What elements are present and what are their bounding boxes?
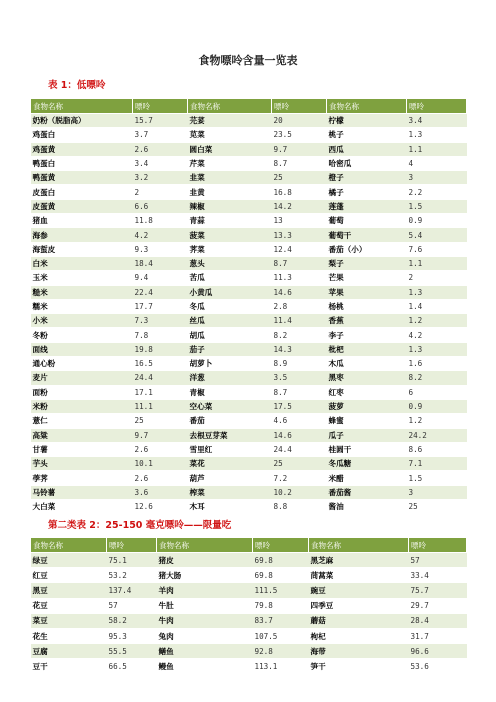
purine-value-cell: 9.3	[133, 242, 188, 256]
food-name-cell: 葡萄干	[327, 228, 407, 242]
purine-value-cell: 2.6	[133, 142, 188, 156]
purine-value-cell: 8.2	[272, 328, 327, 342]
table-row	[31, 271, 467, 285]
purine-value-cell: 1.2	[407, 314, 467, 328]
food-name-cell: 苹果	[327, 285, 407, 299]
food-name-cell: 葫芦	[188, 471, 272, 485]
food-name-cell: 薏仁	[31, 414, 133, 428]
purine-value-cell: 1.2	[407, 414, 467, 428]
table-row	[31, 457, 467, 471]
food-name-cell: 菠菜	[188, 228, 272, 242]
purine-value-cell: 7.8	[133, 328, 188, 342]
purine-value-cell: 107.5	[253, 628, 309, 643]
food-name-cell: 糯米	[31, 299, 133, 313]
food-name-cell: 豌豆	[309, 583, 409, 598]
food-name-cell: 皮蛋白	[31, 185, 133, 199]
food-name-cell: 番茄（小）	[327, 242, 407, 256]
purine-value-cell: 5.4	[407, 228, 467, 242]
table-row	[31, 442, 467, 456]
purine-value-cell: 1.3	[407, 342, 467, 356]
food-name-cell: 玉米	[31, 271, 133, 285]
purine-value-cell: 24.4	[133, 371, 188, 385]
purine-value-cell: 3.5	[272, 371, 327, 385]
purine-value-cell: 57	[409, 553, 467, 568]
purine-value-cell: 25	[272, 457, 327, 471]
purine-value-cell: 23.5	[272, 128, 327, 142]
purine-value-cell: 2.6	[133, 442, 188, 456]
food-name-cell: 牛肚	[157, 598, 253, 613]
purine-value-cell: 17.1	[133, 385, 188, 399]
purine-value-cell: 8.2	[407, 371, 467, 385]
food-name-cell: 枇杷	[327, 342, 407, 356]
food-name-cell: 鸭蛋白	[31, 156, 133, 170]
table-row	[31, 644, 467, 659]
food-name-cell: 番茄	[188, 414, 272, 428]
food-name-cell: 芋头	[31, 457, 133, 471]
food-name-cell: 海带	[309, 644, 409, 659]
purine-value-cell: 1.5	[407, 471, 467, 485]
food-name-cell: 菜豆	[31, 613, 107, 628]
food-name-cell: 花豆	[31, 598, 107, 613]
food-name-cell: 鳝鱼	[157, 644, 253, 659]
food-name-cell: 丝瓜	[188, 314, 272, 328]
table-row	[31, 568, 467, 583]
food-name-cell: 西瓜	[327, 142, 407, 156]
purine-value-cell: 2	[407, 271, 467, 285]
table-row	[31, 659, 467, 674]
food-name-cell: 黑芝麻	[309, 553, 409, 568]
section-1-title: 表 1：低嘌呤	[48, 80, 106, 91]
food-name-cell: 芒果	[327, 271, 407, 285]
table-header-row	[31, 99, 467, 114]
purine-value-cell: 53.6	[409, 659, 467, 674]
purine-value-cell: 7.6	[407, 242, 467, 256]
table-row	[31, 299, 467, 313]
food-name-cell: 瓜子	[327, 428, 407, 442]
food-name-cell: 通心粉	[31, 357, 133, 371]
column-header-purine: 嘌呤	[272, 99, 327, 114]
purine-value-cell: 1.3	[407, 128, 467, 142]
table-row	[31, 228, 467, 242]
food-name-cell: 奶粉（脱脂高）	[31, 114, 133, 128]
purine-value-cell: 12.6	[133, 500, 188, 514]
purine-value-cell: 2	[133, 185, 188, 199]
food-name-cell: 小黄瓜	[188, 285, 272, 299]
food-name-cell: 橘子	[327, 185, 407, 199]
purine-value-cell: 25	[407, 500, 467, 514]
purine-value-cell: 113.1	[253, 659, 309, 674]
food-name-cell: 小米	[31, 314, 133, 328]
purine-value-cell: 3.2	[133, 171, 188, 185]
food-name-cell: 木瓜	[327, 357, 407, 371]
purine-value-cell: 24.4	[272, 442, 327, 456]
food-name-cell: 黑枣	[327, 371, 407, 385]
food-name-cell: 红枣	[327, 385, 407, 399]
food-name-cell: 荠菜	[188, 242, 272, 256]
food-name-cell: 绿豆	[31, 553, 107, 568]
purine-value-cell: 33.4	[409, 568, 467, 583]
purine-value-cell: 137.4	[107, 583, 157, 598]
purine-value-cell: 16.5	[133, 357, 188, 371]
food-name-cell: 梨子	[327, 256, 407, 270]
purine-value-cell: 8.8	[272, 500, 327, 514]
column-header-food-name: 食物名称	[188, 99, 272, 114]
table-row	[31, 428, 467, 442]
purine-value-cell: 25	[272, 171, 327, 185]
purine-value-cell: 58.2	[107, 613, 157, 628]
food-name-cell: 莲蓬	[327, 199, 407, 213]
table-row	[31, 256, 467, 270]
purine-value-cell: 18.4	[133, 256, 188, 270]
column-header-purine: 嘌呤	[107, 538, 157, 553]
table-row	[31, 171, 467, 185]
purine-value-cell: 17.5	[272, 399, 327, 413]
food-name-cell: 猪血	[31, 214, 133, 228]
purine-value-cell: 95.3	[107, 628, 157, 643]
table-row	[31, 142, 467, 156]
food-name-cell: 苦瓜	[188, 271, 272, 285]
purine-value-cell: 7.1	[407, 457, 467, 471]
purine-value-cell: 2.2	[407, 185, 467, 199]
purine-value-cell: 1.6	[407, 357, 467, 371]
purine-value-cell: 10.1	[133, 457, 188, 471]
food-name-cell: 芹菜	[188, 156, 272, 170]
purine-value-cell: 92.8	[253, 644, 309, 659]
table-row	[31, 328, 467, 342]
purine-value-cell: 16.8	[272, 185, 327, 199]
food-name-cell: 芫荽	[188, 114, 272, 128]
food-name-cell: 鸡蛋黄	[31, 142, 133, 156]
food-name-cell: 香蕉	[327, 314, 407, 328]
purine-value-cell: 24.2	[407, 428, 467, 442]
purine-value-cell: 14.3	[272, 342, 327, 356]
food-name-cell: 面线	[31, 342, 133, 356]
food-name-cell: 冬瓜	[188, 299, 272, 313]
purine-value-cell: 2.8	[272, 299, 327, 313]
food-name-cell: 蜂蜜	[327, 414, 407, 428]
food-name-cell: 胡萝卜	[188, 357, 272, 371]
purine-value-cell: 14.2	[272, 199, 327, 213]
food-name-cell: 猪皮	[157, 553, 253, 568]
purine-value-cell: 69.8	[253, 568, 309, 583]
food-name-cell: 甘薯	[31, 442, 133, 456]
purine-value-cell: 12.4	[272, 242, 327, 256]
table-row	[31, 357, 467, 371]
food-name-cell: 辣椒	[188, 199, 272, 213]
table-row	[31, 371, 467, 385]
food-name-cell: 羊肉	[157, 583, 253, 598]
table-row	[31, 314, 467, 328]
purine-value-cell: 3.7	[133, 128, 188, 142]
table-row	[31, 500, 467, 514]
purine-value-cell: 53.2	[107, 568, 157, 583]
purine-value-cell: 20	[272, 114, 327, 128]
purine-value-cell: 17.7	[133, 299, 188, 313]
purine-value-cell: 10.2	[272, 485, 327, 499]
food-name-cell: 皮蛋黄	[31, 199, 133, 213]
food-name-cell: 青椒	[188, 385, 272, 399]
food-name-cell: 海参	[31, 228, 133, 242]
purine-value-cell: 11.4	[272, 314, 327, 328]
table-row	[31, 598, 467, 613]
purine-value-cell: 75.1	[107, 553, 157, 568]
table-row	[31, 399, 467, 413]
food-name-cell: 杨桃	[327, 299, 407, 313]
food-name-cell: 李子	[327, 328, 407, 342]
food-name-cell: 米醋	[327, 471, 407, 485]
purine-value-cell: 4.6	[272, 414, 327, 428]
table-row	[31, 485, 467, 499]
purine-value-cell: 0.9	[407, 214, 467, 228]
purine-value-cell: 14.6	[272, 285, 327, 299]
column-header-food-name: 食物名称	[157, 538, 253, 553]
purine-value-cell: 6.6	[133, 199, 188, 213]
food-name-cell: 韭菜	[188, 171, 272, 185]
food-name-cell: 橙子	[327, 171, 407, 185]
table-row	[31, 553, 467, 568]
purine-value-cell: 22.4	[133, 285, 188, 299]
purine-value-cell: 29.7	[409, 598, 467, 613]
food-name-cell: 豆腐	[31, 644, 107, 659]
purine-value-cell: 2.6	[133, 471, 188, 485]
food-name-cell: 空心菜	[188, 399, 272, 413]
food-name-cell: 荸荠	[31, 471, 133, 485]
purine-value-cell: 9.7	[133, 428, 188, 442]
food-name-cell: 雪里红	[188, 442, 272, 456]
purine-value-cell: 7.3	[133, 314, 188, 328]
purine-value-cell: 3	[407, 485, 467, 499]
food-name-cell: 鸭蛋黄	[31, 171, 133, 185]
food-name-cell: 酱油	[327, 500, 407, 514]
food-name-cell: 青蒜	[188, 214, 272, 228]
purine-value-cell: 1.1	[407, 256, 467, 270]
purine-value-cell: 8.9	[272, 357, 327, 371]
purine-value-cell: 8.6	[407, 442, 467, 456]
food-name-cell: 茄子	[188, 342, 272, 356]
food-name-cell: 蘑菇	[309, 613, 409, 628]
purine-value-cell: 75.7	[409, 583, 467, 598]
food-name-cell: 米粉	[31, 399, 133, 413]
column-header-food-name: 食物名称	[327, 99, 407, 114]
food-name-cell: 茼蒿菜	[309, 568, 409, 583]
column-header-food-name: 食物名称	[309, 538, 409, 553]
purine-value-cell: 9.7	[272, 142, 327, 156]
food-name-cell: 白米	[31, 256, 133, 270]
purine-value-cell: 66.5	[107, 659, 157, 674]
food-name-cell: 海蜇皮	[31, 242, 133, 256]
table-row	[31, 285, 467, 299]
food-name-cell: 鳗鱼	[157, 659, 253, 674]
purine-value-cell: 96.6	[409, 644, 467, 659]
food-name-cell: 高粱	[31, 428, 133, 442]
food-name-cell: 胡瓜	[188, 328, 272, 342]
food-name-cell: 黑豆	[31, 583, 107, 598]
food-name-cell: 面粉	[31, 385, 133, 399]
purine-value-cell: 11.1	[133, 399, 188, 413]
food-name-cell: 花生	[31, 628, 107, 643]
column-header-purine: 嘌呤	[133, 99, 188, 114]
food-name-cell: 冬瓜糖	[327, 457, 407, 471]
purine-value-cell: 3.4	[407, 114, 467, 128]
table-row	[31, 156, 467, 170]
table-row	[31, 613, 467, 628]
food-name-cell: 马铃薯	[31, 485, 133, 499]
food-name-cell: 菠萝	[327, 399, 407, 413]
table-row	[31, 185, 467, 199]
purine-value-cell: 25	[133, 414, 188, 428]
food-name-cell: 去根豆芽菜	[188, 428, 272, 442]
purine-value-cell: 1.1	[407, 142, 467, 156]
purine-value-cell: 83.7	[253, 613, 309, 628]
table-row	[31, 414, 467, 428]
food-name-cell: 麦片	[31, 371, 133, 385]
purine-value-cell: 14.6	[272, 428, 327, 442]
purine-value-cell: 6	[407, 385, 467, 399]
food-name-cell: 木耳	[188, 500, 272, 514]
purine-value-cell: 69.8	[253, 553, 309, 568]
purine-value-cell: 57	[107, 598, 157, 613]
purine-value-cell: 8.7	[272, 385, 327, 399]
medium-purine-table	[30, 537, 467, 675]
food-name-cell: 菜花	[188, 457, 272, 471]
purine-value-cell: 9.4	[133, 271, 188, 285]
food-name-cell: 桂圆干	[327, 442, 407, 456]
food-name-cell: 兔肉	[157, 628, 253, 643]
column-header-purine: 嘌呤	[253, 538, 309, 553]
food-name-cell: 笋干	[309, 659, 409, 674]
food-name-cell: 葡萄	[327, 214, 407, 228]
food-name-cell: 葱头	[188, 256, 272, 270]
purine-value-cell: 4.2	[133, 228, 188, 242]
column-header-purine: 嘌呤	[407, 99, 467, 114]
food-name-cell: 榨菜	[188, 485, 272, 499]
table-header-row	[31, 538, 467, 553]
table-row	[31, 583, 467, 598]
purine-value-cell: 3.6	[133, 485, 188, 499]
purine-value-cell: 79.8	[253, 598, 309, 613]
food-name-cell: 大白菜	[31, 500, 133, 514]
purine-value-cell: 3	[407, 171, 467, 185]
food-name-cell: 鸡蛋白	[31, 128, 133, 142]
purine-value-cell: 11.3	[272, 271, 327, 285]
table-row	[31, 114, 467, 128]
table-row	[31, 342, 467, 356]
low-purine-table	[30, 98, 467, 514]
purine-value-cell: 4	[407, 156, 467, 170]
section-2-title: 第二类表 2：25-150 毫克嘌呤——限量吃	[48, 520, 232, 531]
food-name-cell: 红豆	[31, 568, 107, 583]
food-name-cell: 枸杞	[309, 628, 409, 643]
purine-value-cell: 0.9	[407, 399, 467, 413]
food-name-cell: 牛肉	[157, 613, 253, 628]
purine-value-cell: 13.3	[272, 228, 327, 242]
food-name-cell: 韭黄	[188, 185, 272, 199]
column-header-food-name: 食物名称	[31, 538, 107, 553]
purine-value-cell: 111.5	[253, 583, 309, 598]
purine-value-cell: 7.2	[272, 471, 327, 485]
table-row	[31, 471, 467, 485]
food-name-cell: 豆干	[31, 659, 107, 674]
food-name-cell: 糙米	[31, 285, 133, 299]
table-row	[31, 128, 467, 142]
table-row	[31, 199, 467, 213]
purine-value-cell: 4.2	[407, 328, 467, 342]
table-row	[31, 214, 467, 228]
food-name-cell: 冬粉	[31, 328, 133, 342]
column-header-food-name: 食物名称	[31, 99, 133, 114]
purine-value-cell: 8.7	[272, 156, 327, 170]
food-name-cell: 猪大肠	[157, 568, 253, 583]
purine-value-cell: 1.4	[407, 299, 467, 313]
food-name-cell: 洋葱	[188, 371, 272, 385]
column-header-purine: 嘌呤	[409, 538, 467, 553]
table-row	[31, 385, 467, 399]
food-name-cell: 苋菜	[188, 128, 272, 142]
purine-value-cell: 1.5	[407, 199, 467, 213]
purine-value-cell: 19.8	[133, 342, 188, 356]
purine-value-cell: 28.4	[409, 613, 467, 628]
purine-value-cell: 8.7	[272, 256, 327, 270]
table-row	[31, 628, 467, 643]
purine-value-cell: 13	[272, 214, 327, 228]
food-name-cell: 哈密瓜	[327, 156, 407, 170]
table-row	[31, 242, 467, 256]
purine-value-cell: 11.8	[133, 214, 188, 228]
food-name-cell: 圆白菜	[188, 142, 272, 156]
food-name-cell: 四季豆	[309, 598, 409, 613]
purine-value-cell: 1.3	[407, 285, 467, 299]
food-name-cell: 桃子	[327, 128, 407, 142]
page-title: 食物嘌呤含量一览表	[198, 54, 298, 67]
purine-value-cell: 3.4	[133, 156, 188, 170]
purine-value-cell: 15.7	[133, 114, 188, 128]
food-name-cell: 柠檬	[327, 114, 407, 128]
purine-value-cell: 55.5	[107, 644, 157, 659]
purine-value-cell: 31.7	[409, 628, 467, 643]
food-name-cell: 番茄酱	[327, 485, 407, 499]
